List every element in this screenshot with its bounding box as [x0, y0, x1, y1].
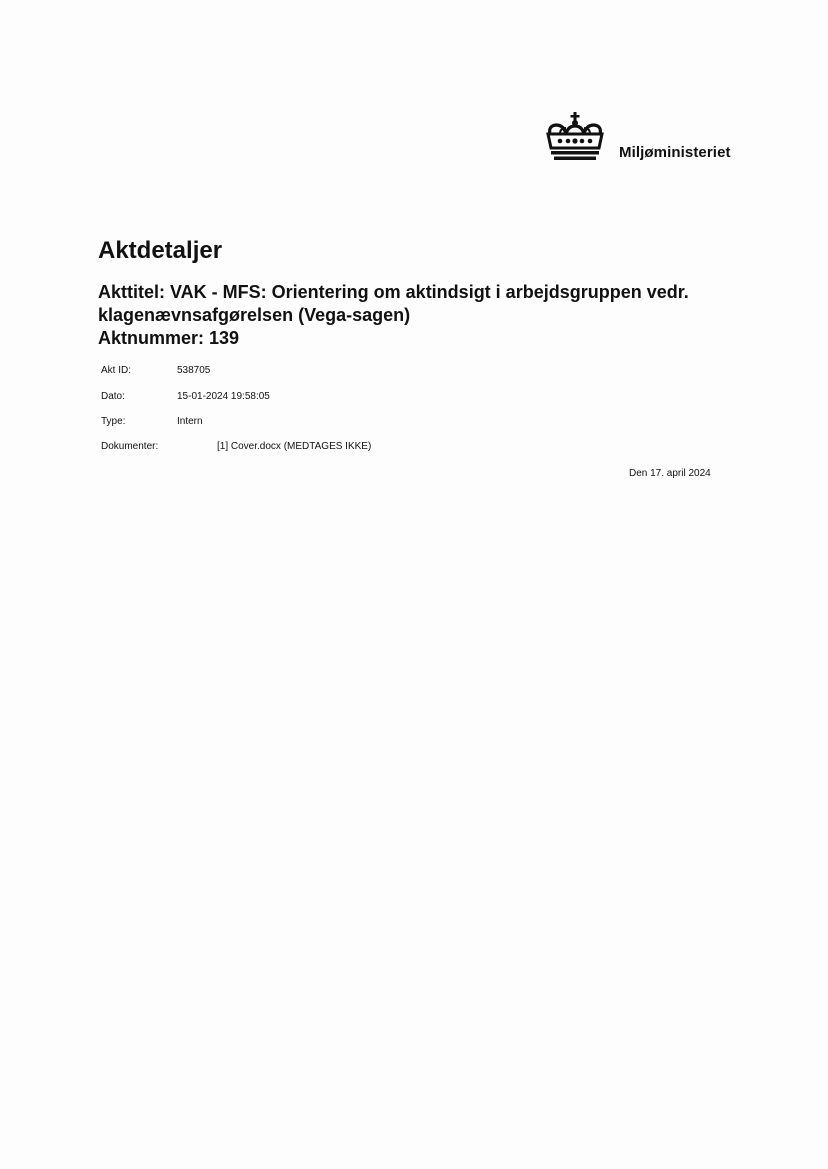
act-number: Aktnummer: 139	[98, 328, 240, 348]
detail-label-dato: Dato:	[101, 391, 125, 402]
ministry-name: Miljøministeriet	[619, 144, 731, 161]
detail-value-type: Intern	[177, 416, 203, 427]
detail-value-dato: 15-01-2024 19:58:05	[177, 391, 270, 402]
detail-label-type: Type:	[101, 416, 126, 427]
detail-label-dokumenter: Dokumenter:	[101, 441, 159, 452]
detail-label-akt-id: Akt ID:	[101, 365, 132, 376]
act-title-line-1: Akttitel: VAK - MFS: Orientering om aktindsigt i arbejdsgruppen vedr.	[98, 282, 689, 302]
act-title	[98, 281, 748, 327]
page-title: Aktdetaljer	[98, 237, 223, 264]
act-title-line-2: klagenævnsafgørelsen (Vega-sagen)	[98, 305, 411, 325]
ministry-logo	[544, 112, 754, 168]
date-stamp: Den 17. april 2024	[629, 468, 711, 479]
royal-crown-icon	[544, 112, 606, 162]
detail-value-dokumenter: [1] Cover.docx (MEDTAGES IKKE)	[217, 441, 372, 452]
detail-value-akt-id: 538705	[177, 365, 211, 376]
